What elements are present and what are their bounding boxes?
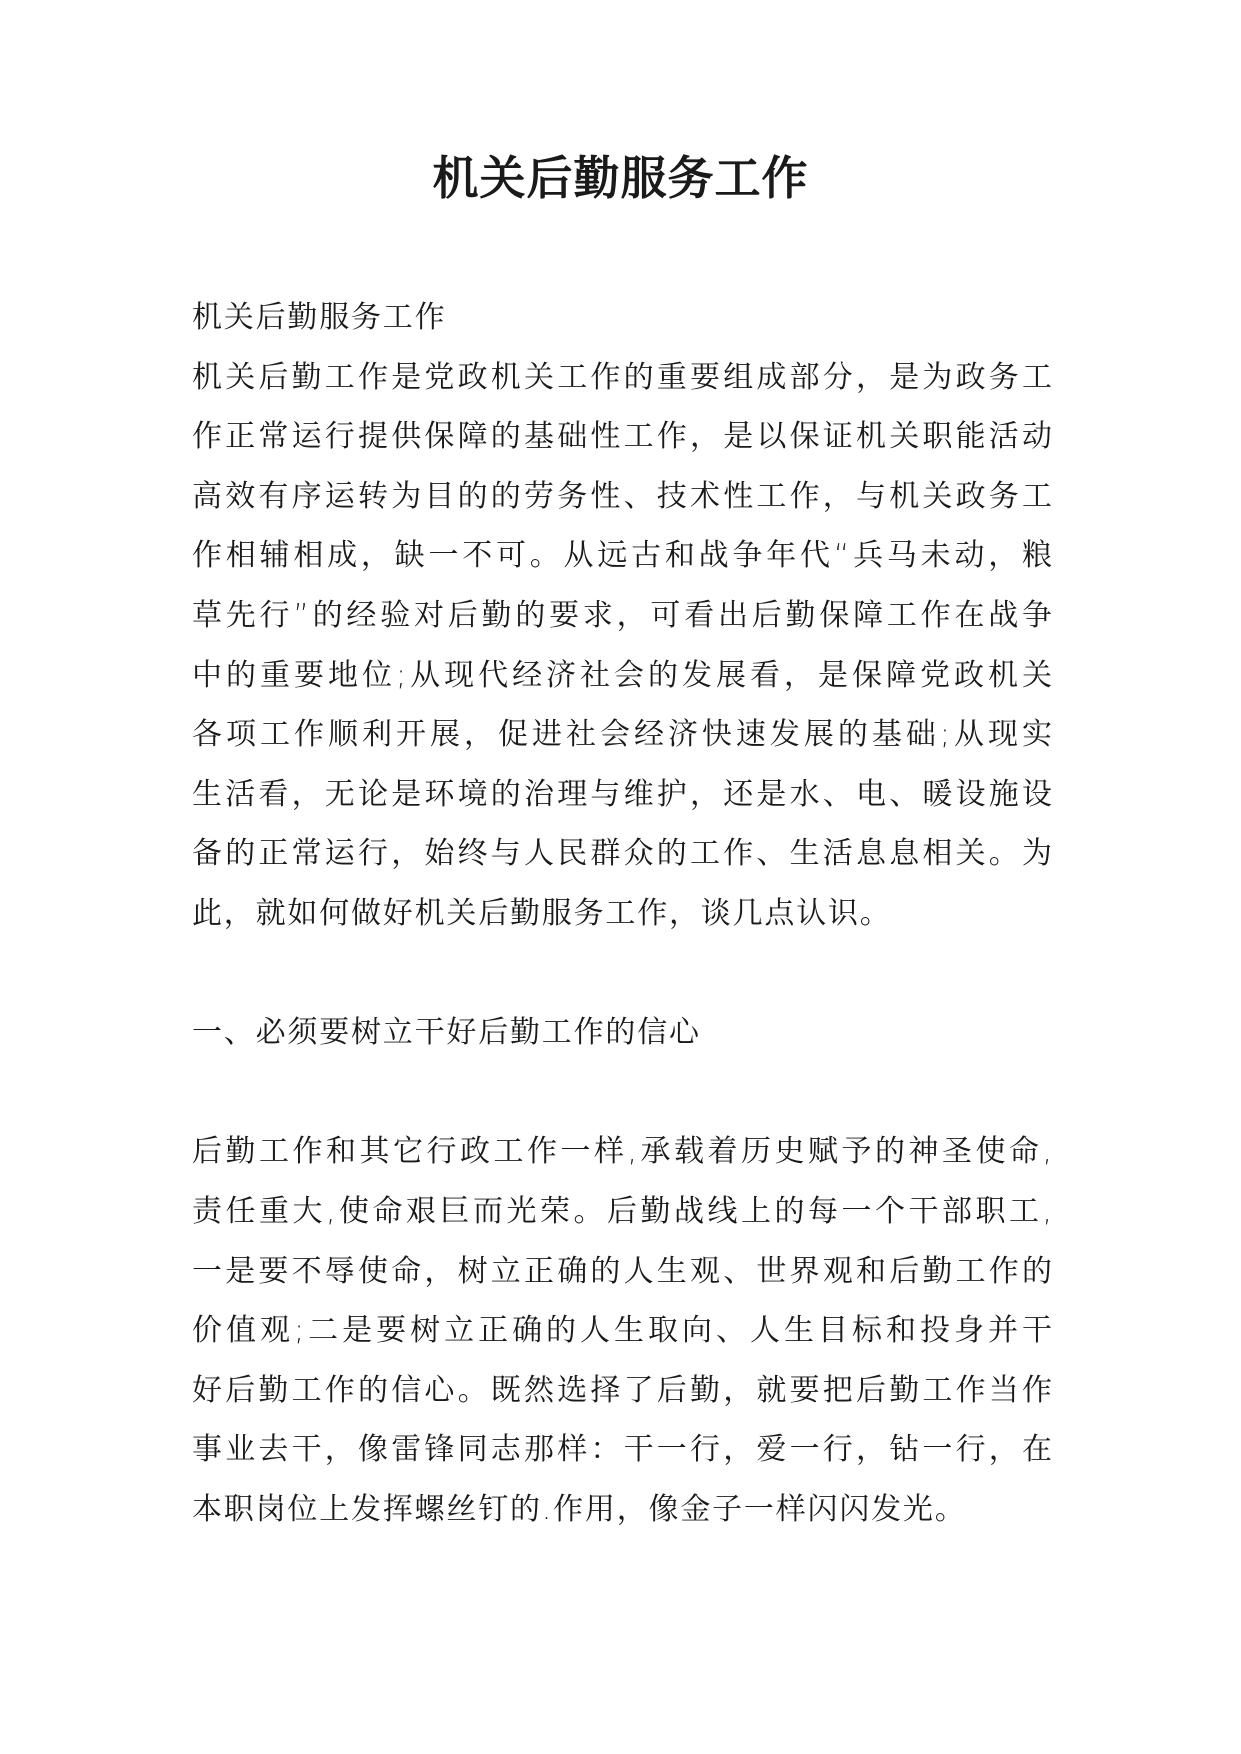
text-line: 后勤工作和其它行政工作一样,承载着历史赋予的神圣使命, (192, 1134, 1052, 1170)
text-line: 机关后勤服务工作 (192, 300, 447, 335)
paragraph-section-1 (192, 1122, 1052, 1539)
text-line: 高效有序运转为目的的劳务性、技术性工作，与机关政务工 (192, 478, 1052, 514)
text-line: 各项工作顺利开展，促进社会经济快速发展的基础;从现实 (192, 717, 1052, 753)
paragraph-intro (192, 348, 1052, 944)
text-line: 事业去干，像雷锋同志那样：干一行，爱一行，钻一行，在 (192, 1432, 1052, 1468)
text-line: 作相辅相成，缺一不可。从远古和战争年代“兵马未动，粮 (192, 538, 1052, 574)
document-body (192, 288, 1052, 1539)
paragraph-gap (192, 944, 1052, 1004)
paragraph-gap (192, 1063, 1052, 1123)
text-line: 好后勤工作的信心。既然选择了后勤，就要把后勤工作当作 (192, 1372, 1052, 1408)
text-line: 生活看，无论是环境的治理与维护，还是水、电、暖设施设 (192, 776, 1052, 812)
text-line: 一是要不辱使命，树立正确的人生观、世界观和后勤工作的 (192, 1253, 1052, 1289)
text-line: 作正常运行提供保障的基础性工作，是以保证机关职能活动 (192, 419, 1052, 455)
text-line: 备的正常运行，始终与人民群众的工作、生活息息相关。为 (192, 836, 1052, 872)
text-line: 此，就如何做好机关后勤服务工作，谈几点认识。 (192, 895, 892, 931)
text-line: 一、必须要树立干好后勤工作的信心 (192, 1015, 701, 1051)
text-line: 责任重大,使命艰巨而光荣。后勤战线上的每一个干部职工, (192, 1193, 1052, 1229)
text-line: 中的重要地位;从现代经济社会的发展看，是保障党政机关 (192, 657, 1052, 693)
section-heading (192, 1003, 1052, 1063)
text-line: 机关后勤工作是党政机关工作的重要组成部分，是为政务工 (192, 359, 1052, 395)
text-line: 草先行”的经验对后勤的要求，可看出后勤保障工作在战争 (192, 597, 1052, 633)
document-title: 机关后勤服务工作 (432, 151, 809, 205)
paragraph-subtitle (192, 288, 1052, 348)
text-line: 价值观;二是要树立正确的人生取向、人生目标和投身并干 (192, 1313, 1052, 1349)
text-line: 本职岗位上发挥螺丝钉的.作用，像金子一样闪闪发光。 (192, 1491, 967, 1527)
